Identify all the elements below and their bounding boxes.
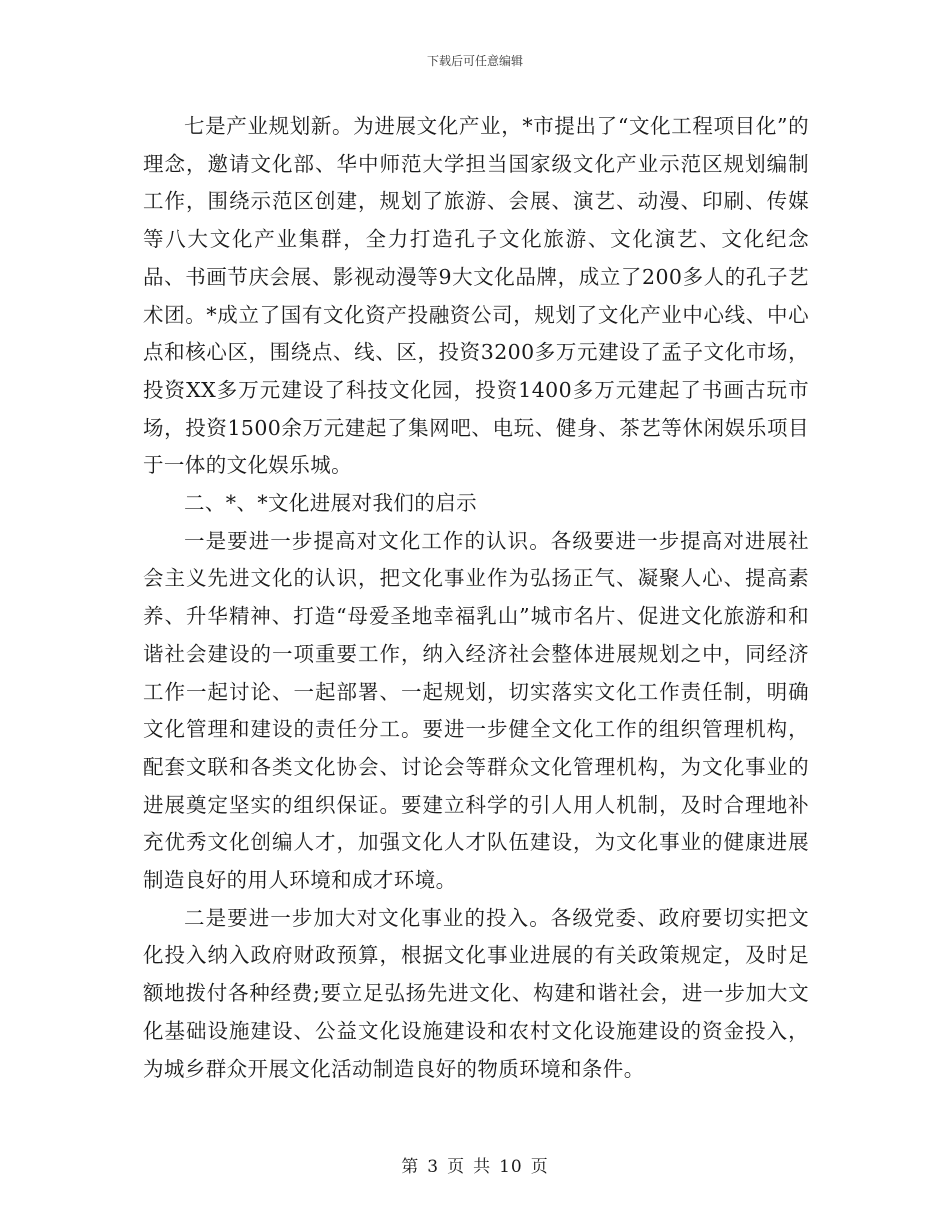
total-page-number: 10 bbox=[499, 1157, 523, 1177]
paragraph-investment: 二是要进一步加大对文化事业的投入。各级党委、政府要切实把文化投入纳入政府财政预算，根据文化事业进展的有关政策规定，及时足额地拨付各种经费;要立足弘扬先进文化、构建和谐社会，进一步加大文化基础设施建设、公益文化设施建设和农村文化设施建设的资金投入，为城乡群众开展文化活动制造良好的物质环境和条件。 bbox=[143, 905, 809, 1081]
footer-prefix: 第 bbox=[401, 1157, 420, 1177]
document-body bbox=[143, 108, 809, 1088]
current-page-number: 3 bbox=[427, 1157, 440, 1177]
section-heading: 二、*、*文化进展对我们的启示 bbox=[184, 491, 477, 516]
footer-page-word: 页 bbox=[447, 1157, 466, 1177]
header-note: 下载后可任意编辑 bbox=[426, 54, 523, 68]
paragraph-industry-planning: 七是产业规划新。为进展文化产业，*市提出了“文化工程项目化”的理念，邀请文化部、华中师范大学担当国家级文化产业示范区规划编制工作，围绕示范区创建，规划了旅游、会展、演艺、动漫、印刷、传媒等八大文化产业集群，全力打造孔子文化旅游、文化演艺、文化纪念品、书画节庆会展、影视动漫等9大文化品牌，成立了200多人的孔子艺术团。*成立了国有文化资产投融资公司，规划了文化产业中心线、中心点和核心区，围绕点、线、区，投资3200多万元建设了孟子文化市场，投资XX多万元建设了科技文化园，投资1400多万元建起了书画古玩市场，投资1500余万元建起了集网吧、电玩、健身、茶艺等休闲娱乐项目于一体的文化娱乐城。 bbox=[143, 114, 809, 478]
paragraph-awareness: 一是要进一步提高对文化工作的认识。各级要进一步提高对进展社会主义先进文化的认识，把文化事业作为弘扬正气、凝聚人心、提高素养、升华精神、打造“母爱圣地幸福乳山”城市名片、促进文化旅游和和谐社会建设的一项重要工作，纳入经济社会整体进展规划之中，同经济工作一起讨论、一起部署、一起规划，切实落实文化工作责任制，明确文化管理和建设的责任分工。要进一步健全文化工作的组织管理机构，配套文联和各类文化协会、讨论会等群众文化管理机构，为文化事业的进展奠定坚实的组织保证。要建立科学的引人用人机制，及时合理地补充优秀文化创编人才，加强文化人才队伍建设，为文化事业的健康进展制造良好的用人环境和成才环境。 bbox=[143, 528, 809, 893]
page-number-footer bbox=[0, 1152, 950, 1177]
footer-suffix: 页 bbox=[530, 1157, 549, 1177]
footer-total-word: 共 bbox=[473, 1157, 492, 1177]
